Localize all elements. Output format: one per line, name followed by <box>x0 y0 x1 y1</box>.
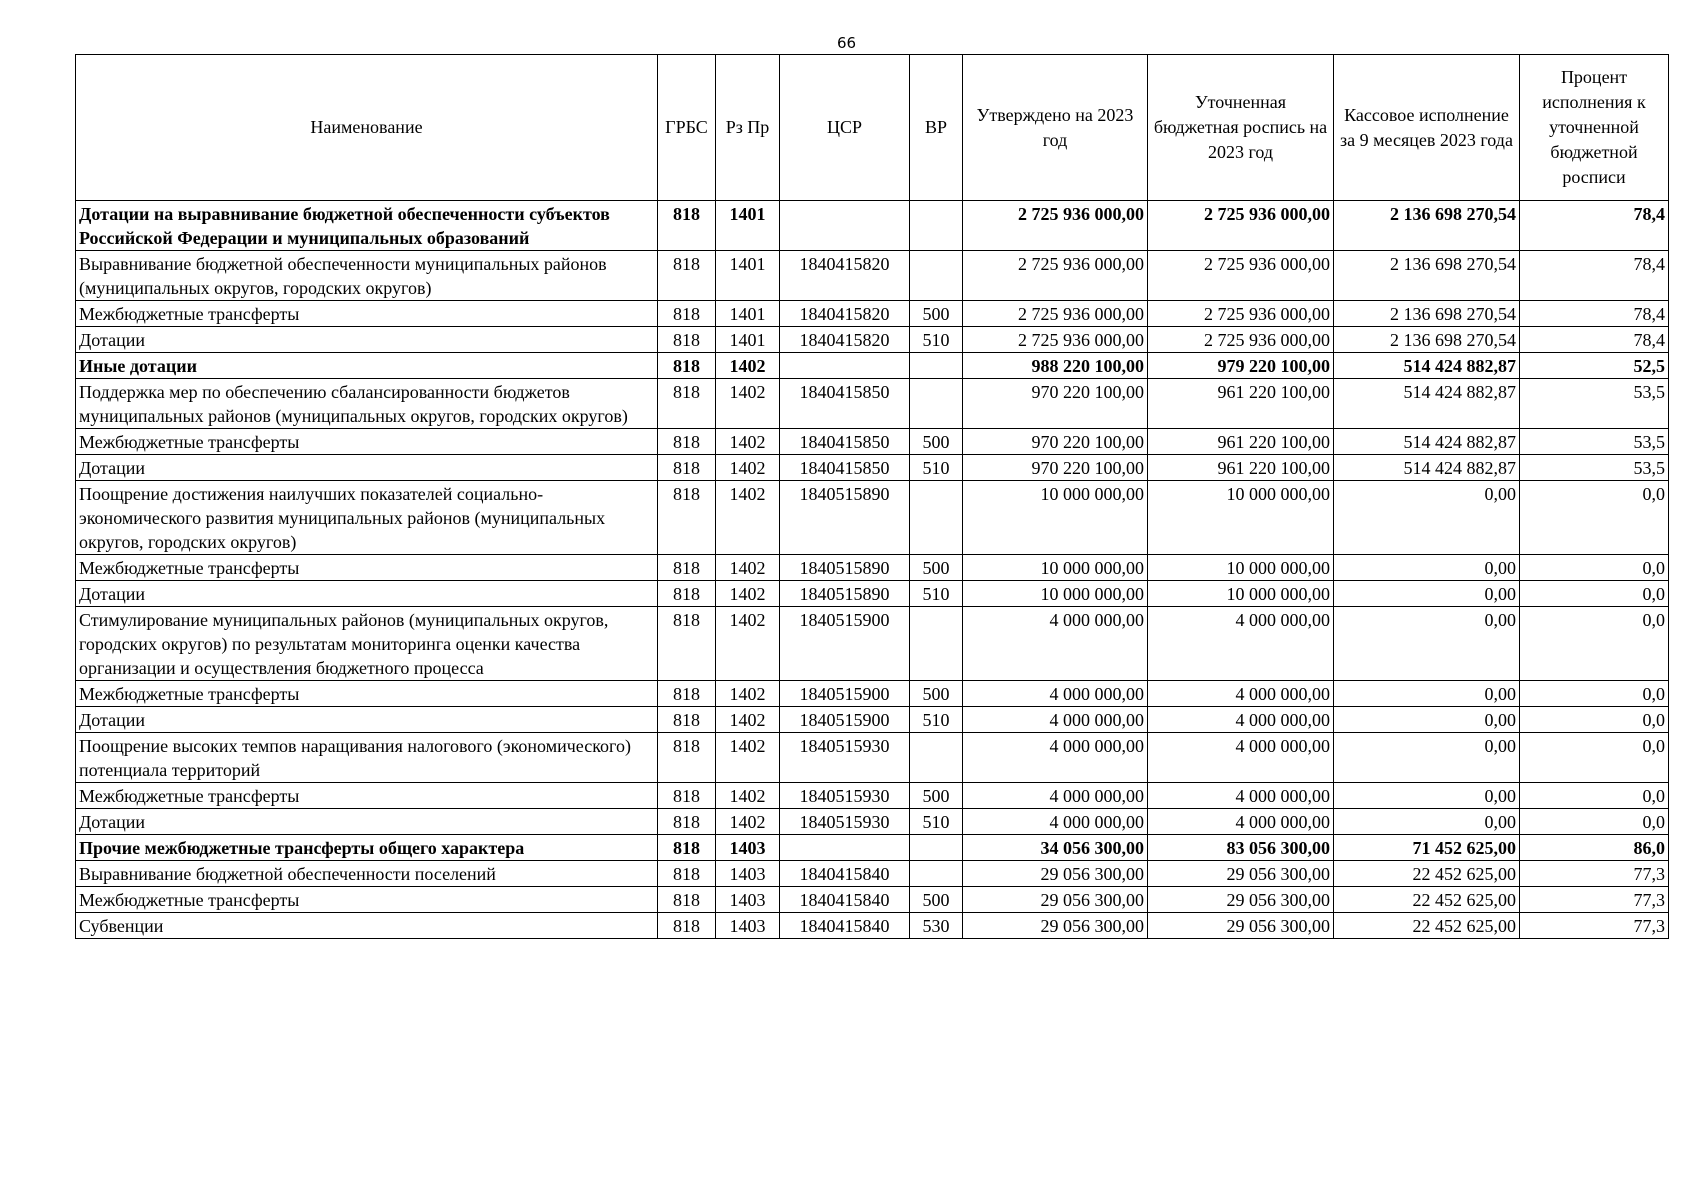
cell-vr <box>910 607 963 681</box>
cell-cash: 22 452 625,00 <box>1334 887 1520 913</box>
budget-table <box>75 54 1669 939</box>
cell-csr: 1840415850 <box>780 455 910 481</box>
cell-name: Дотации <box>76 809 658 835</box>
table-section-row <box>76 353 1669 379</box>
cell-rzpr: 1402 <box>716 429 780 455</box>
cell-percent: 0,0 <box>1520 707 1669 733</box>
cell-approved: 29 056 300,00 <box>963 887 1148 913</box>
cell-name: Поощрение достижения наилучших показателей социально-экономического развития муниципальных районов (муниципальных округов, городских округов) <box>76 481 658 555</box>
cell-refined: 961 220 100,00 <box>1148 429 1334 455</box>
cell-csr: 1840515900 <box>780 681 910 707</box>
cell-refined: 4 000 000,00 <box>1148 607 1334 681</box>
table-row <box>76 809 1669 835</box>
table-row <box>76 301 1669 327</box>
cell-name: Стимулирование муниципальных районов (муниципальных округов, городских округов) по результатам мониторинга оценки качества организации и осуществления бюджетного процесса <box>76 607 658 681</box>
cell-vr <box>910 861 963 887</box>
cell-approved: 4 000 000,00 <box>963 607 1148 681</box>
cell-rzpr: 1401 <box>716 301 780 327</box>
cell-grbs: 818 <box>658 707 716 733</box>
cell-name: Дотации <box>76 455 658 481</box>
cell-approved: 2 725 936 000,00 <box>963 327 1148 353</box>
cell-grbs: 818 <box>658 379 716 429</box>
column-header-refined: Уточненная бюджетная роспись на 2023 год <box>1148 55 1334 201</box>
cell-rzpr: 1402 <box>716 681 780 707</box>
cell-vr: 510 <box>910 809 963 835</box>
cell-name: Субвенции <box>76 913 658 939</box>
cell-approved: 970 220 100,00 <box>963 455 1148 481</box>
table-body <box>76 201 1669 939</box>
cell-cash: 2 136 698 270,54 <box>1334 301 1520 327</box>
cell-grbs: 818 <box>658 555 716 581</box>
cell-vr: 510 <box>910 581 963 607</box>
cell-refined: 10 000 000,00 <box>1148 481 1334 555</box>
cell-grbs: 818 <box>658 251 716 301</box>
cell-refined: 4 000 000,00 <box>1148 783 1334 809</box>
cell-percent: 78,4 <box>1520 327 1669 353</box>
cell-percent: 53,5 <box>1520 379 1669 429</box>
cell-vr <box>910 251 963 301</box>
cell-grbs: 818 <box>658 607 716 681</box>
cell-approved: 29 056 300,00 <box>963 913 1148 939</box>
cell-percent: 0,0 <box>1520 607 1669 681</box>
cell-csr: 1840415850 <box>780 379 910 429</box>
table-row <box>76 481 1669 555</box>
cell-percent: 53,5 <box>1520 455 1669 481</box>
cell-name: Выравнивание бюджетной обеспеченности поселений <box>76 861 658 887</box>
cell-percent: 77,3 <box>1520 913 1669 939</box>
cell-refined: 10 000 000,00 <box>1148 555 1334 581</box>
cell-rzpr: 1401 <box>716 201 780 251</box>
cell-cash: 0,00 <box>1334 581 1520 607</box>
cell-name: Межбюджетные трансферты <box>76 301 658 327</box>
cell-rzpr: 1403 <box>716 861 780 887</box>
cell-csr: 1840515930 <box>780 783 910 809</box>
cell-rzpr: 1402 <box>716 607 780 681</box>
cell-rzpr: 1401 <box>716 251 780 301</box>
cell-vr <box>910 379 963 429</box>
cell-refined: 4 000 000,00 <box>1148 681 1334 707</box>
table-row <box>76 429 1669 455</box>
cell-csr: 1840415840 <box>780 861 910 887</box>
cell-cash: 0,00 <box>1334 555 1520 581</box>
cell-grbs: 818 <box>658 835 716 861</box>
cell-refined: 961 220 100,00 <box>1148 455 1334 481</box>
column-header-percent: Процент исполнения к уточненной бюджетной росписи <box>1520 55 1669 201</box>
cell-rzpr: 1402 <box>716 783 780 809</box>
cell-refined: 10 000 000,00 <box>1148 581 1334 607</box>
cell-cash: 2 136 698 270,54 <box>1334 327 1520 353</box>
table-section-row <box>76 201 1669 251</box>
column-header-grbs: ГРБС <box>658 55 716 201</box>
cell-vr: 500 <box>910 681 963 707</box>
cell-vr <box>910 835 963 861</box>
cell-refined: 2 725 936 000,00 <box>1148 201 1334 251</box>
cell-rzpr: 1402 <box>716 733 780 783</box>
table-section-row <box>76 835 1669 861</box>
column-header-approved: Утверждено на 2023 год <box>963 55 1148 201</box>
cell-rzpr: 1402 <box>716 707 780 733</box>
column-header-csr: ЦСР <box>780 55 910 201</box>
cell-approved: 34 056 300,00 <box>963 835 1148 861</box>
cell-grbs: 818 <box>658 455 716 481</box>
cell-vr: 500 <box>910 301 963 327</box>
cell-vr: 500 <box>910 887 963 913</box>
cell-grbs: 818 <box>658 429 716 455</box>
cell-vr: 500 <box>910 783 963 809</box>
cell-cash: 0,00 <box>1334 809 1520 835</box>
cell-cash: 22 452 625,00 <box>1334 861 1520 887</box>
cell-grbs: 818 <box>658 327 716 353</box>
cell-approved: 29 056 300,00 <box>963 861 1148 887</box>
cell-percent: 0,0 <box>1520 681 1669 707</box>
cell-cash: 514 424 882,87 <box>1334 353 1520 379</box>
cell-grbs: 818 <box>658 783 716 809</box>
cell-name: Дотации <box>76 581 658 607</box>
table-row <box>76 379 1669 429</box>
cell-refined: 979 220 100,00 <box>1148 353 1334 379</box>
cell-approved: 988 220 100,00 <box>963 353 1148 379</box>
table-row <box>76 251 1669 301</box>
cell-csr: 1840515890 <box>780 581 910 607</box>
cell-grbs: 818 <box>658 581 716 607</box>
cell-rzpr: 1402 <box>716 379 780 429</box>
cell-name: Межбюджетные трансферты <box>76 887 658 913</box>
table-row <box>76 607 1669 681</box>
column-header-rzpr: Рз Пр <box>716 55 780 201</box>
cell-percent: 78,4 <box>1520 201 1669 251</box>
cell-percent: 0,0 <box>1520 809 1669 835</box>
table-row <box>76 455 1669 481</box>
cell-approved: 10 000 000,00 <box>963 555 1148 581</box>
cell-cash: 0,00 <box>1334 481 1520 555</box>
cell-approved: 10 000 000,00 <box>963 581 1148 607</box>
cell-percent: 78,4 <box>1520 301 1669 327</box>
cell-grbs: 818 <box>658 887 716 913</box>
cell-csr: 1840515890 <box>780 481 910 555</box>
cell-percent: 0,0 <box>1520 783 1669 809</box>
cell-approved: 4 000 000,00 <box>963 681 1148 707</box>
cell-grbs: 818 <box>658 301 716 327</box>
cell-percent: 77,3 <box>1520 861 1669 887</box>
cell-refined: 4 000 000,00 <box>1148 707 1334 733</box>
column-header-name: Наименование <box>76 55 658 201</box>
cell-percent: 0,0 <box>1520 581 1669 607</box>
table-row <box>76 681 1669 707</box>
table-row <box>76 707 1669 733</box>
cell-vr <box>910 481 963 555</box>
cell-grbs: 818 <box>658 861 716 887</box>
cell-refined: 29 056 300,00 <box>1148 861 1334 887</box>
cell-approved: 2 725 936 000,00 <box>963 301 1148 327</box>
cell-name: Дотации на выравнивание бюджетной обеспеченности субъектов Российской Федерации и муниципальных образований <box>76 201 658 251</box>
cell-csr: 1840415840 <box>780 887 910 913</box>
cell-vr: 530 <box>910 913 963 939</box>
cell-cash: 0,00 <box>1334 733 1520 783</box>
cell-grbs: 818 <box>658 353 716 379</box>
cell-approved: 2 725 936 000,00 <box>963 251 1148 301</box>
cell-vr <box>910 353 963 379</box>
cell-rzpr: 1402 <box>716 555 780 581</box>
cell-name: Поддержка мер по обеспечению сбалансированности бюджетов муниципальных районов (муниципальных округов, городских округов) <box>76 379 658 429</box>
cell-name: Прочие межбюджетные трансферты общего характера <box>76 835 658 861</box>
table-header-row <box>76 55 1669 201</box>
cell-name: Межбюджетные трансферты <box>76 783 658 809</box>
cell-csr: 1840415820 <box>780 327 910 353</box>
cell-percent: 0,0 <box>1520 555 1669 581</box>
cell-csr: 1840515930 <box>780 809 910 835</box>
cell-vr <box>910 733 963 783</box>
cell-cash: 2 136 698 270,54 <box>1334 251 1520 301</box>
cell-rzpr: 1402 <box>716 353 780 379</box>
cell-refined: 2 725 936 000,00 <box>1148 251 1334 301</box>
cell-vr: 510 <box>910 327 963 353</box>
cell-grbs: 818 <box>658 809 716 835</box>
cell-rzpr: 1403 <box>716 835 780 861</box>
table-row <box>76 581 1669 607</box>
cell-csr: 1840415820 <box>780 251 910 301</box>
cell-rzpr: 1402 <box>716 481 780 555</box>
cell-approved: 2 725 936 000,00 <box>963 201 1148 251</box>
cell-rzpr: 1402 <box>716 455 780 481</box>
cell-grbs: 818 <box>658 913 716 939</box>
table-row <box>76 861 1669 887</box>
cell-csr <box>780 835 910 861</box>
cell-refined: 4 000 000,00 <box>1148 809 1334 835</box>
cell-name: Межбюджетные трансферты <box>76 681 658 707</box>
cell-grbs: 818 <box>658 201 716 251</box>
cell-rzpr: 1402 <box>716 809 780 835</box>
cell-percent: 86,0 <box>1520 835 1669 861</box>
cell-cash: 0,00 <box>1334 707 1520 733</box>
cell-approved: 4 000 000,00 <box>963 733 1148 783</box>
column-header-cash: Кассовое исполнение за 9 месяцев 2023 года <box>1334 55 1520 201</box>
cell-cash: 0,00 <box>1334 783 1520 809</box>
cell-refined: 29 056 300,00 <box>1148 913 1334 939</box>
table-row <box>76 555 1669 581</box>
cell-approved: 970 220 100,00 <box>963 429 1148 455</box>
cell-csr: 1840415850 <box>780 429 910 455</box>
cell-grbs: 818 <box>658 481 716 555</box>
cell-rzpr: 1401 <box>716 327 780 353</box>
table-row <box>76 913 1669 939</box>
cell-name: Поощрение высоких темпов наращивания налогового (экономического) потенциала территорий <box>76 733 658 783</box>
cell-refined: 2 725 936 000,00 <box>1148 301 1334 327</box>
cell-approved: 4 000 000,00 <box>963 809 1148 835</box>
cell-name: Дотации <box>76 327 658 353</box>
page-number: 66 <box>836 34 857 52</box>
cell-percent: 0,0 <box>1520 733 1669 783</box>
cell-percent: 52,5 <box>1520 353 1669 379</box>
cell-refined: 83 056 300,00 <box>1148 835 1334 861</box>
cell-csr <box>780 201 910 251</box>
cell-percent: 78,4 <box>1520 251 1669 301</box>
cell-name: Иные дотации <box>76 353 658 379</box>
cell-cash: 71 452 625,00 <box>1334 835 1520 861</box>
cell-name: Выравнивание бюджетной обеспеченности муниципальных районов (муниципальных округов, городских округов) <box>76 251 658 301</box>
cell-grbs: 818 <box>658 681 716 707</box>
cell-cash: 0,00 <box>1334 607 1520 681</box>
cell-csr: 1840515930 <box>780 733 910 783</box>
cell-csr: 1840515900 <box>780 607 910 681</box>
cell-refined: 29 056 300,00 <box>1148 887 1334 913</box>
table-row <box>76 327 1669 353</box>
cell-rzpr: 1403 <box>716 913 780 939</box>
cell-percent: 0,0 <box>1520 481 1669 555</box>
cell-name: Дотации <box>76 707 658 733</box>
cell-name: Межбюджетные трансферты <box>76 429 658 455</box>
cell-approved: 970 220 100,00 <box>963 379 1148 429</box>
cell-grbs: 818 <box>658 733 716 783</box>
cell-csr: 1840415840 <box>780 913 910 939</box>
cell-cash: 0,00 <box>1334 681 1520 707</box>
cell-refined: 2 725 936 000,00 <box>1148 327 1334 353</box>
cell-name: Межбюджетные трансферты <box>76 555 658 581</box>
cell-percent: 77,3 <box>1520 887 1669 913</box>
cell-approved: 4 000 000,00 <box>963 707 1148 733</box>
cell-cash: 514 424 882,87 <box>1334 429 1520 455</box>
table-row <box>76 783 1669 809</box>
cell-csr: 1840515890 <box>780 555 910 581</box>
cell-refined: 4 000 000,00 <box>1148 733 1334 783</box>
cell-refined: 961 220 100,00 <box>1148 379 1334 429</box>
cell-rzpr: 1402 <box>716 581 780 607</box>
cell-vr <box>910 201 963 251</box>
cell-cash: 2 136 698 270,54 <box>1334 201 1520 251</box>
cell-vr: 500 <box>910 555 963 581</box>
table-row <box>76 733 1669 783</box>
cell-cash: 514 424 882,87 <box>1334 455 1520 481</box>
cell-csr: 1840415820 <box>780 301 910 327</box>
cell-cash: 514 424 882,87 <box>1334 379 1520 429</box>
cell-cash: 22 452 625,00 <box>1334 913 1520 939</box>
column-header-vr: ВР <box>910 55 963 201</box>
cell-csr: 1840515900 <box>780 707 910 733</box>
cell-approved: 10 000 000,00 <box>963 481 1148 555</box>
cell-approved: 4 000 000,00 <box>963 783 1148 809</box>
cell-rzpr: 1403 <box>716 887 780 913</box>
cell-vr: 510 <box>910 455 963 481</box>
cell-vr: 510 <box>910 707 963 733</box>
cell-vr: 500 <box>910 429 963 455</box>
table-row <box>76 887 1669 913</box>
cell-csr <box>780 353 910 379</box>
cell-percent: 53,5 <box>1520 429 1669 455</box>
